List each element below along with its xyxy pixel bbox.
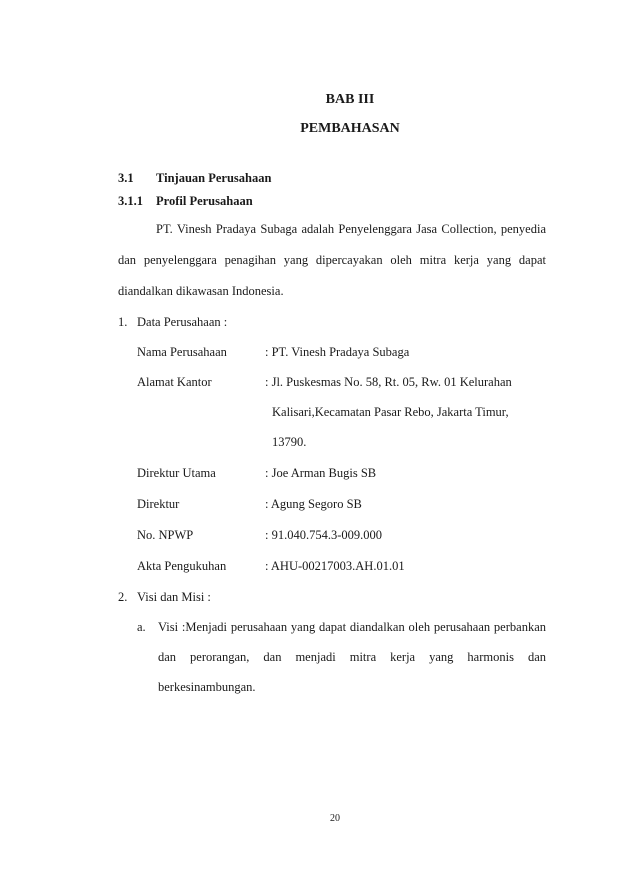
chapter-number: BAB III <box>325 92 375 107</box>
section-number: 3.1 <box>118 171 134 185</box>
list-marker-2: 2. <box>118 590 128 604</box>
company-name-value: : PT. Vinesh Pradaya Subaga <box>265 345 410 359</box>
office-address-value: : Jl. Puskesmas No. 58, Rt. 05, Rw. 01 Kelurahan <box>265 375 512 389</box>
deed-value: : AHU-00217003.AH.01.01 <box>265 559 405 573</box>
page-number: 20 <box>330 813 340 824</box>
section-title: Tinjauan Perusahaan <box>156 171 272 185</box>
deed-label: Akta Pengukuhan <box>137 559 227 573</box>
vision-line-2: dan perorangan, dan menjadi mitra kerja yang harmonis dan <box>158 650 546 664</box>
vision-line-3: berkesinambungan. <box>158 680 256 694</box>
vision-line-1: Visi :Menjadi perusahaan yang dapat diandalkan oleh perusahaan perbankan <box>158 620 546 634</box>
vision-mission-heading: Visi dan Misi : <box>137 590 211 604</box>
office-address-label: Alamat Kantor <box>137 375 212 389</box>
company-data-heading: Data Perusahaan : <box>137 315 228 329</box>
list-marker-1: 1. <box>118 315 128 329</box>
vision-marker: a. <box>137 620 146 634</box>
npwp-value: : 91.040.754.3-009.000 <box>265 528 383 542</box>
subsection-title: Profil Perusahaan <box>156 194 253 208</box>
director-value: : Agung Segoro SB <box>265 497 362 511</box>
managing-director-label: Direktur Utama <box>137 466 216 480</box>
office-address-line-3: 13790. <box>272 435 307 449</box>
director-label: Direktur <box>137 497 180 511</box>
intro-line-2: dan penyelenggara penagihan yang dipercayakan oleh mitra kerja yang dapat <box>118 253 546 267</box>
chapter-title: PEMBAHASAN <box>300 121 400 136</box>
subsection-number: 3.1.1 <box>118 194 143 208</box>
intro-line-1: PT. Vinesh Pradaya Subaga adalah Penyelenggara Jasa Collection, penyedia <box>156 222 546 236</box>
managing-director-value: : Joe Arman Bugis SB <box>265 466 377 480</box>
office-address-line-2: Kalisari,Kecamatan Pasar Rebo, Jakarta Timur, <box>272 405 509 419</box>
company-name-label: Nama Perusahaan <box>137 345 227 359</box>
npwp-label: No. NPWP <box>137 528 194 542</box>
intro-line-3: diandalkan dikawasan Indonesia. <box>118 284 284 298</box>
